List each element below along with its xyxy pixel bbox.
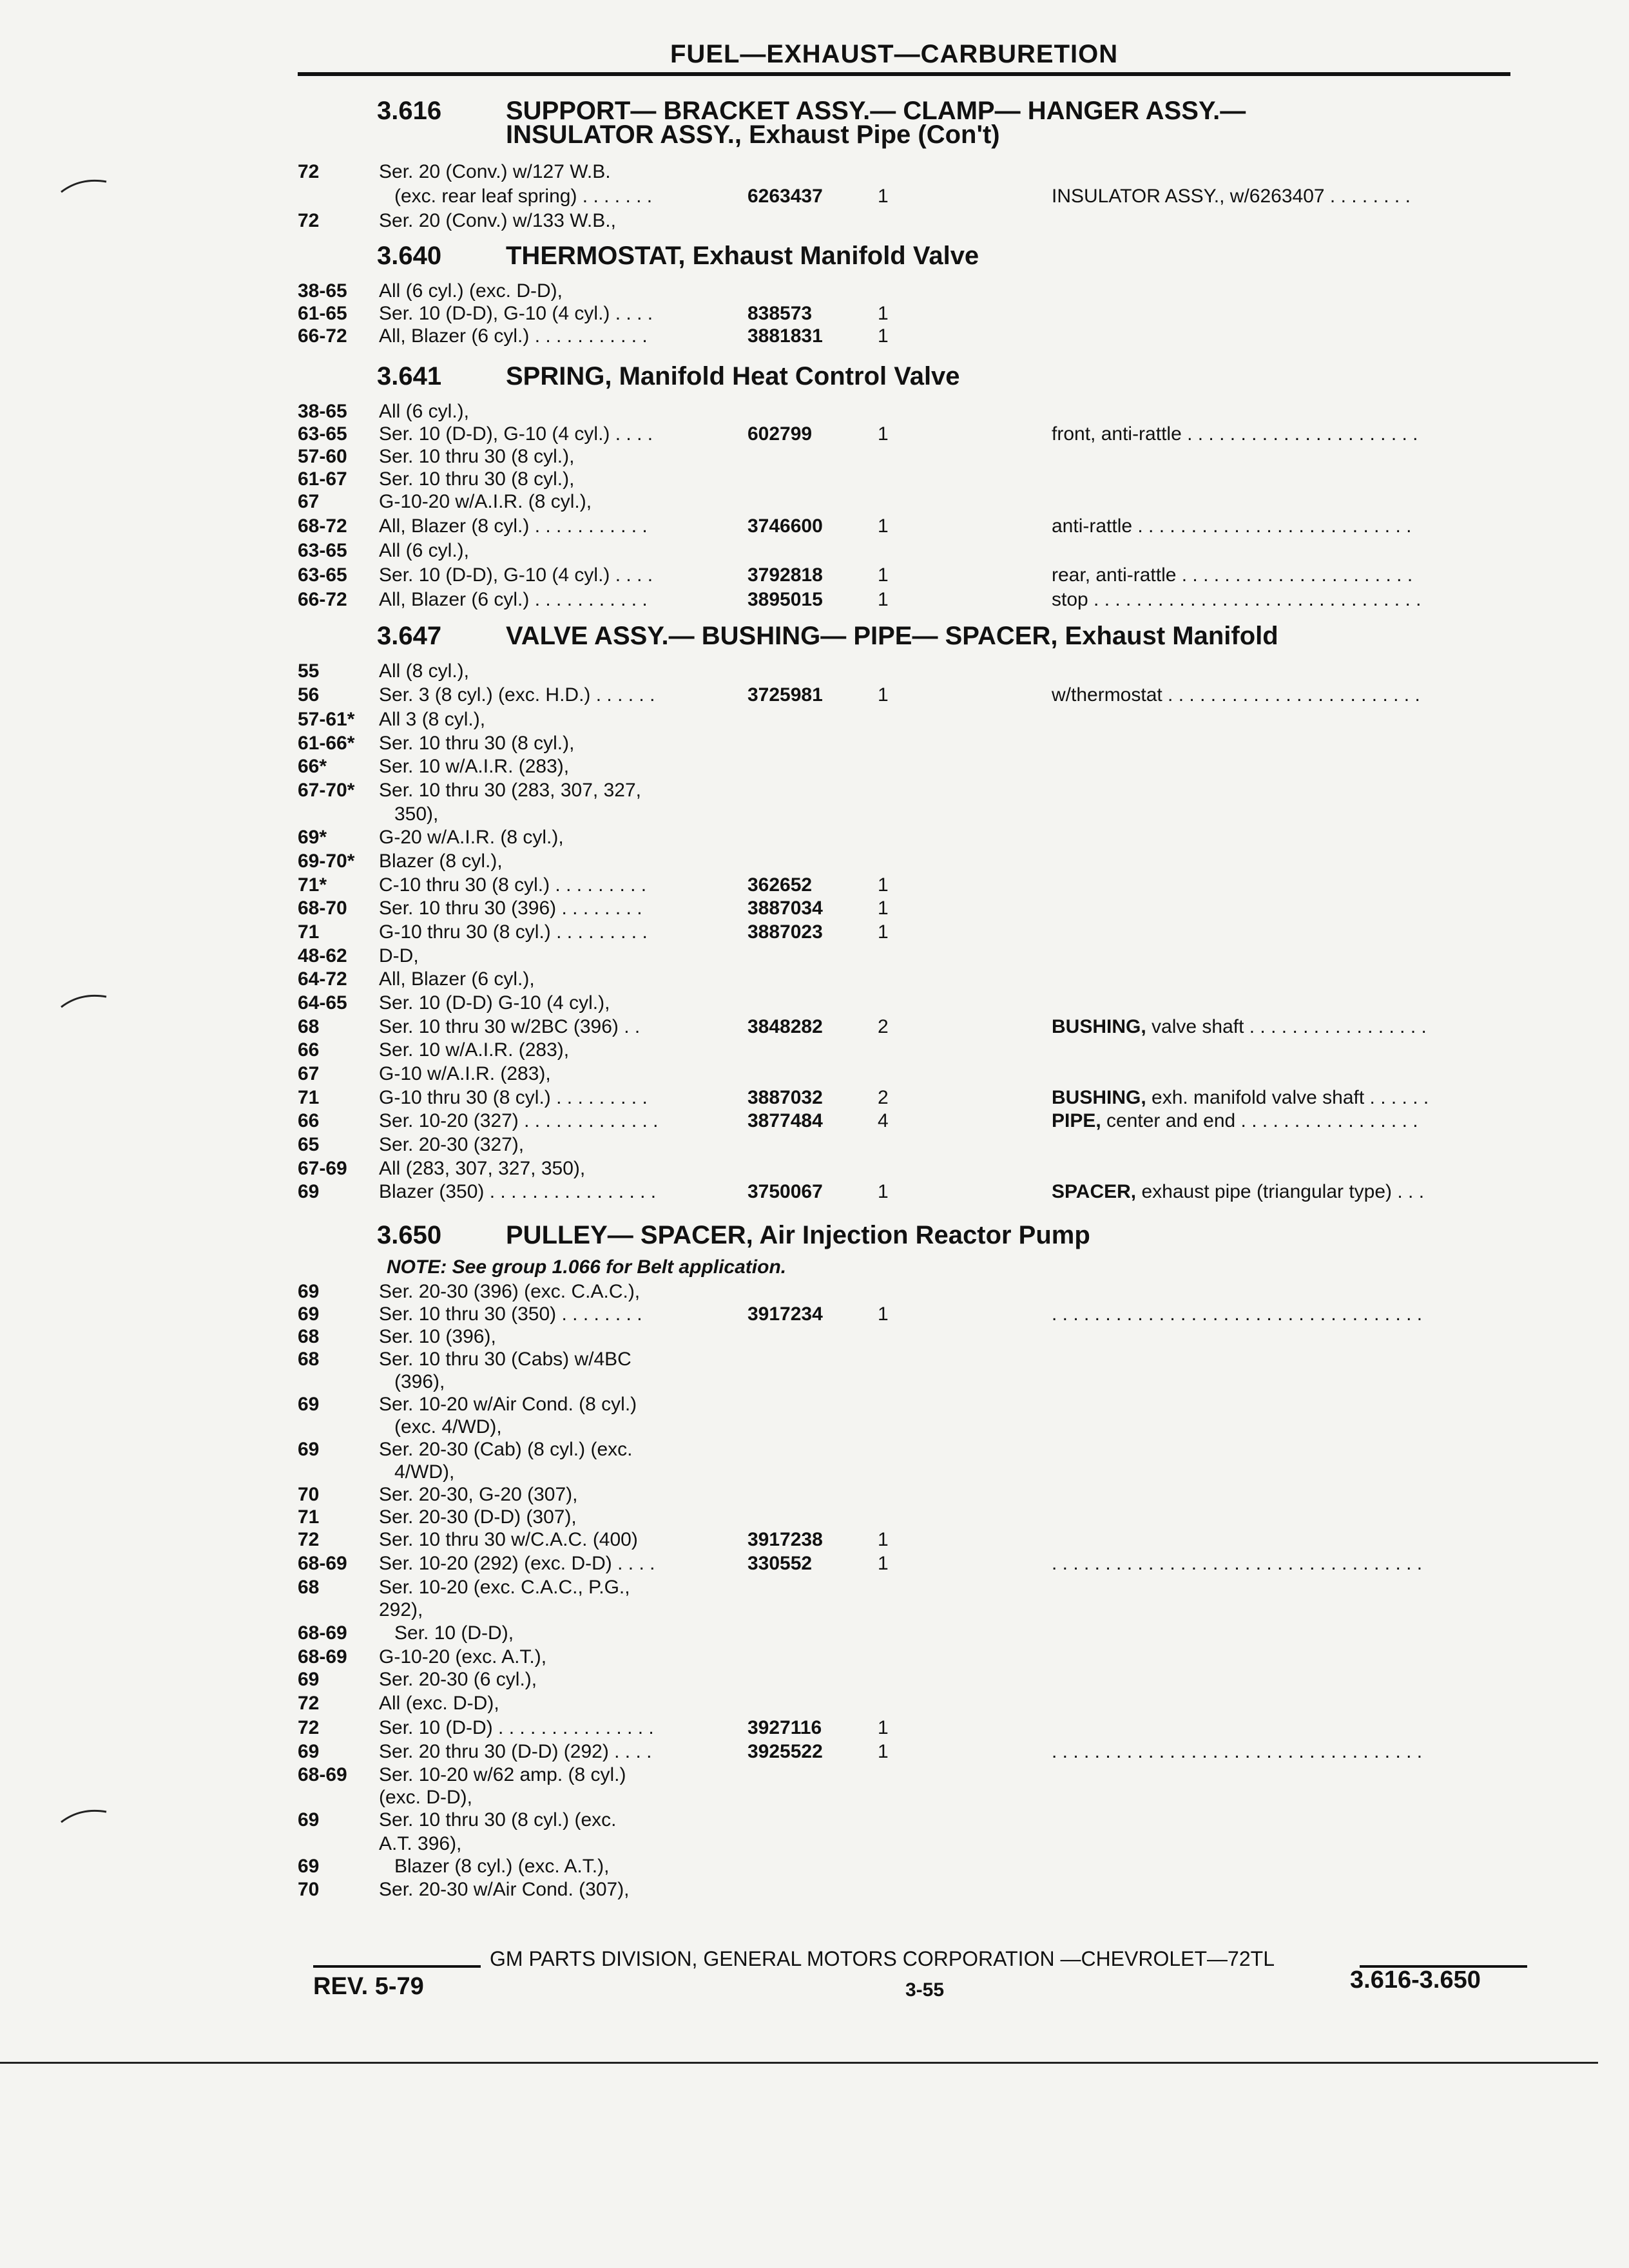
part-description — [1052, 186, 1411, 207]
description-text: valve shaft . . . . . . . . . . . . . . . . . — [1146, 1016, 1427, 1037]
application: Ser. 10 thru 30 (350) . . . . . . . . — [379, 1303, 642, 1325]
model-year: 66 — [298, 1039, 320, 1061]
model-year: 61-65 — [298, 303, 347, 324]
quantity: 2 — [878, 1087, 889, 1108]
application: Ser. 20 (Conv.) w/127 W.B. — [379, 161, 611, 182]
part-number: 6263437 — [747, 186, 823, 207]
model-year: 55 — [298, 660, 320, 682]
section-number: 3.640 — [377, 242, 442, 270]
quantity: 1 — [878, 515, 889, 537]
margin-mark — [58, 1804, 110, 1830]
part-number: 3917238 — [747, 1529, 823, 1550]
application: D-D, — [379, 945, 419, 966]
application: (396), — [394, 1371, 445, 1392]
footer-corporation: GM PARTS DIVISION, GENERAL MOTORS CORPORATION —CHEVROLET—72TL — [490, 1947, 1275, 1970]
application: Ser. 10 (D-D), G-10 (4 cyl.) . . . . — [379, 564, 653, 586]
application: All, Blazer (6 cyl.) . . . . . . . . . . . — [379, 589, 648, 610]
header-rule — [298, 72, 1510, 76]
quantity: 1 — [878, 589, 889, 610]
page-header-title: FUEL—EXHAUST—CARBURETION — [670, 40, 1119, 68]
page-number: 3-55 — [905, 1979, 945, 2001]
description-text: exhaust pipe (triangular type) . . . — [1136, 1181, 1425, 1202]
part-description — [1052, 1303, 1422, 1325]
model-year: 57-60 — [298, 446, 347, 467]
model-year: 71* — [298, 874, 327, 896]
model-year: 38-65 — [298, 401, 347, 422]
model-year: 69 — [298, 1741, 320, 1762]
application: Ser. 10 thru 30 (8 cyl.), — [379, 468, 575, 490]
model-year: 69 — [298, 1809, 320, 1831]
model-year: 38-65 — [298, 280, 347, 302]
section-title: SPRING, Manifold Heat Control Valve — [506, 362, 960, 390]
margin-mark — [58, 174, 110, 200]
model-year: 48-62 — [298, 945, 347, 966]
description-text: . . . . . . . . . . . . . . . . . . . . . . . . . . . . . . . . . . . — [1052, 1553, 1423, 1574]
part-description — [1052, 1110, 1418, 1132]
part-number: 3848282 — [747, 1016, 823, 1037]
application: All (8 cyl.), — [379, 660, 470, 682]
application: Ser. 20 thru 30 (D-D) (292) . . . . — [379, 1741, 652, 1762]
part-number: 3725981 — [747, 684, 823, 706]
model-year: 64-65 — [298, 992, 347, 1014]
application: Ser. 10 (D-D) . . . . . . . . . . . . . . . — [379, 1717, 654, 1738]
application: All 3 (8 cyl.), — [379, 709, 486, 730]
model-year: 68-69 — [298, 1553, 347, 1574]
application: Ser. 10 (D-D), G-10 (4 cyl.) . . . . — [379, 423, 653, 445]
section-3-616 — [377, 97, 1246, 149]
quantity: 1 — [878, 1741, 889, 1762]
application: Ser. 10 (D-D), — [394, 1622, 514, 1644]
part-number: 3887032 — [747, 1087, 823, 1108]
part-number: 838573 — [747, 303, 813, 324]
quantity: 1 — [878, 1529, 889, 1550]
model-year: 68-69 — [298, 1646, 347, 1667]
application: G-10 w/A.I.R. (283), — [379, 1063, 551, 1084]
model-year: 69* — [298, 827, 327, 848]
section-3-650 — [377, 1221, 1090, 1250]
model-year: 63-65 — [298, 423, 347, 445]
application: (exc. 4/WD), — [394, 1416, 502, 1437]
description-text: anti-rattle . . . . . . . . . . . . . . . . . . . . . . . . . . — [1052, 515, 1412, 537]
model-year: 57-61* — [298, 709, 355, 730]
quantity: 1 — [878, 303, 889, 324]
description-text: front, anti-rattle . . . . . . . . . . . . . . . . . . . . . . — [1052, 423, 1418, 445]
model-year: 69 — [298, 1439, 320, 1460]
model-year: 69 — [298, 1669, 320, 1690]
margin-mark — [58, 989, 110, 1015]
footer-rule-left — [313, 1965, 481, 1968]
model-year: 72 — [298, 1693, 320, 1714]
application: G-10 thru 30 (8 cyl.) . . . . . . . . . — [379, 921, 648, 943]
application: All (exc. D-D), — [379, 1693, 499, 1714]
part-number: 330552 — [747, 1553, 813, 1574]
model-year: 69 — [298, 1303, 320, 1325]
section-3-641 — [377, 362, 960, 391]
model-year: 63-65 — [298, 540, 347, 561]
application: Ser. 3 (8 cyl.) (exc. H.D.) . . . . . . — [379, 684, 655, 706]
application: Ser. 10 thru 30 (8 cyl.), — [379, 733, 575, 754]
model-year: 68 — [298, 1016, 320, 1037]
description-text: center and end . . . . . . . . . . . . . . . . . — [1101, 1110, 1418, 1131]
model-year: 61-66* — [298, 733, 355, 754]
application: Blazer (350) . . . . . . . . . . . . . . . . — [379, 1181, 657, 1202]
quantity: 1 — [878, 1181, 889, 1202]
application: 350), — [394, 803, 439, 825]
quantity: 1 — [878, 1717, 889, 1738]
application: G-10-20 w/A.I.R. (8 cyl.), — [379, 491, 592, 512]
section-number: 3.650 — [377, 1221, 442, 1249]
application: All (6 cyl.), — [379, 540, 470, 561]
part-number: 3877484 — [747, 1110, 823, 1131]
application: Ser. 10 thru 30 w/2BC (396) . . — [379, 1016, 641, 1037]
bottom-edge-rule — [0, 2062, 1598, 2064]
model-year: 72 — [298, 1529, 320, 1550]
model-year: 72 — [298, 161, 320, 182]
section-3-640 — [377, 242, 979, 271]
description-text: stop . . . . . . . . . . . . . . . . . . . . . . . . . . . . . . . — [1052, 589, 1422, 610]
description-text: exh. manifold valve shaft . . . . . . — [1146, 1087, 1429, 1108]
application: C-10 thru 30 (8 cyl.) . . . . . . . . . — [379, 874, 647, 896]
section-title: THERMOSTAT, Exhaust Manifold Valve — [506, 242, 979, 270]
part-name: SPACER, — [1052, 1181, 1137, 1202]
application: Ser. 20 (Conv.) w/133 W.B., — [379, 210, 616, 231]
application: Ser. 10 thru 30 (8 cyl.) (exc. — [379, 1809, 617, 1831]
part-description — [1052, 1741, 1422, 1763]
section-title: VALVE ASSY.— BUSHING— PIPE— SPACER, Exhaust Manifold — [506, 622, 1278, 650]
model-year: 66 — [298, 1110, 320, 1131]
application: (exc. D-D), — [379, 1787, 472, 1808]
section-number: 3.647 — [377, 622, 442, 650]
application: Ser. 10-20 (327) . . . . . . . . . . . . . — [379, 1110, 659, 1131]
application: Ser. 20-30 (396) (exc. C.A.C.), — [379, 1281, 641, 1302]
model-year: 56 — [298, 684, 320, 706]
section-title-cont: INSULATOR ASSY., Exhaust Pipe (Con't) — [506, 120, 1000, 149]
quantity: 1 — [878, 874, 889, 896]
model-year: 68 — [298, 1349, 320, 1370]
part-description — [1052, 589, 1421, 611]
application: G-10-20 (exc. A.T.), — [379, 1646, 547, 1667]
model-year: 61-67 — [298, 468, 347, 490]
quantity: 2 — [878, 1016, 889, 1037]
model-year: 70 — [298, 1879, 320, 1900]
quantity: 1 — [878, 423, 889, 445]
application: G-20 w/A.I.R. (8 cyl.), — [379, 827, 564, 848]
part-description — [1052, 1553, 1422, 1575]
application: Ser. 20-30 w/Air Cond. (307), — [379, 1879, 630, 1900]
model-year: 68-69 — [298, 1764, 347, 1785]
section-title: SUPPORT— BRACKET ASSY.— CLAMP— HANGER ASSY.— — [506, 97, 1246, 125]
quantity: 4 — [878, 1110, 889, 1131]
application: All, Blazer (6 cyl.), — [379, 968, 535, 990]
model-year: 64-72 — [298, 968, 347, 990]
part-number: 3895015 — [747, 589, 823, 610]
application: Ser. 10 (D-D) G-10 (4 cyl.), — [379, 992, 610, 1014]
quantity: 1 — [878, 1303, 889, 1325]
application: All (6 cyl.), — [379, 401, 470, 422]
part-description — [1052, 1016, 1427, 1038]
model-year: 72 — [298, 210, 320, 231]
application: Ser. 10 thru 30 (283, 307, 327, — [379, 780, 641, 801]
quantity: 1 — [878, 898, 889, 919]
model-year: 67-69 — [298, 1158, 347, 1179]
part-number: 3746600 — [747, 515, 823, 537]
application: Ser. 10-20 w/62 amp. (8 cyl.) — [379, 1764, 626, 1785]
application: Ser. 10 thru 30 (396) . . . . . . . . — [379, 898, 642, 919]
section-number: 3.616 — [377, 97, 442, 125]
quantity: 1 — [878, 564, 889, 586]
part-number: 362652 — [747, 874, 813, 896]
quantity: 1 — [878, 921, 889, 943]
application: Ser. 10 thru 30 w/C.A.C. (400) — [379, 1529, 638, 1550]
part-number: 3750067 — [747, 1181, 823, 1202]
model-year: 63-65 — [298, 564, 347, 586]
application: Blazer (8 cyl.) (exc. A.T.), — [394, 1856, 610, 1877]
part-number: 3887023 — [747, 921, 823, 943]
part-description — [1052, 515, 1411, 537]
model-year: 65 — [298, 1134, 320, 1155]
model-year: 68 — [298, 1577, 320, 1598]
part-name: PIPE, — [1052, 1110, 1101, 1131]
application: Ser. 10 (396), — [379, 1326, 496, 1347]
application: Ser. 20-30 (327), — [379, 1134, 525, 1155]
description-text: INSULATOR ASSY., w/6263407 . . . . . . . . — [1052, 186, 1411, 207]
quantity: 1 — [878, 684, 889, 706]
model-year: 66-72 — [298, 589, 347, 610]
model-year: 66* — [298, 756, 327, 777]
part-description — [1052, 1087, 1429, 1109]
application: Ser. 20-30, G-20 (307), — [379, 1484, 578, 1505]
part-name: BUSHING, — [1052, 1016, 1146, 1037]
model-year: 69-70* — [298, 850, 355, 872]
section-range: 3.616-3.650 — [1350, 1966, 1481, 1994]
application: All (283, 307, 327, 350), — [379, 1158, 586, 1179]
application: All, Blazer (6 cyl.) . . . . . . . . . . . — [379, 325, 648, 347]
model-year: 68-72 — [298, 515, 347, 537]
model-year: 67 — [298, 1063, 320, 1084]
description-text: w/thermostat . . . . . . . . . . . . . . . . . . . . . . . . — [1052, 684, 1420, 706]
model-year: 68 — [298, 1326, 320, 1347]
section-title: PULLEY— SPACER, Air Injection Reactor Pump — [506, 1221, 1090, 1249]
part-number: 602799 — [747, 423, 813, 445]
part-description — [1052, 684, 1420, 706]
application: Ser. 10-20 (292) (exc. D-D) . . . . — [379, 1553, 655, 1574]
application: Ser. 10-20 w/Air Cond. (8 cyl.) — [379, 1394, 637, 1415]
application: Blazer (8 cyl.), — [379, 850, 503, 872]
application: Ser. 20-30 (6 cyl.), — [379, 1669, 537, 1690]
model-year: 69 — [298, 1281, 320, 1302]
section-number: 3.641 — [377, 362, 442, 390]
application: Ser. 10 thru 30 (Cabs) w/4BC — [379, 1349, 631, 1370]
quantity: 1 — [878, 1553, 889, 1574]
model-year: 72 — [298, 1717, 320, 1738]
part-description — [1052, 564, 1412, 586]
application: Ser. 10 w/A.I.R. (283), — [379, 756, 570, 777]
application: A.T. 396), — [379, 1833, 462, 1854]
model-year: 69 — [298, 1181, 320, 1202]
application: Ser. 20-30 (Cab) (8 cyl.) (exc. — [379, 1439, 633, 1460]
revision-label: REV. 5-79 — [313, 1973, 424, 2000]
description-text: . . . . . . . . . . . . . . . . . . . . . . . . . . . . . . . . . . . — [1052, 1741, 1423, 1762]
part-name: BUSHING, — [1052, 1087, 1146, 1108]
model-year: 69 — [298, 1856, 320, 1877]
model-year: 69 — [298, 1394, 320, 1415]
application: 4/WD), — [394, 1461, 455, 1483]
belt-note: NOTE: See group 1.066 for Belt application. — [387, 1256, 787, 1278]
application: G-10 thru 30 (8 cyl.) . . . . . . . . . — [379, 1087, 648, 1108]
model-year: 71 — [298, 1087, 320, 1108]
part-number: 3881831 — [747, 325, 823, 347]
application: Ser. 10 (D-D), G-10 (4 cyl.) . . . . — [379, 303, 653, 324]
application: All, Blazer (8 cyl.) . . . . . . . . . . . — [379, 515, 648, 537]
model-year: 71 — [298, 921, 320, 943]
section-3-647 — [377, 622, 1278, 651]
application: (exc. rear leaf spring) . . . . . . . — [394, 186, 653, 207]
description-text: . . . . . . . . . . . . . . . . . . . . . . . . . . . . . . . . . . . — [1052, 1303, 1423, 1325]
model-year: 67-70* — [298, 780, 355, 801]
application: All (6 cyl.) (exc. D-D), — [379, 280, 563, 302]
part-number: 3792818 — [747, 564, 823, 586]
part-number: 3917234 — [747, 1303, 823, 1325]
model-year: 66-72 — [298, 325, 347, 347]
part-description — [1052, 423, 1418, 445]
part-number: 3887034 — [747, 898, 823, 919]
application: 292), — [379, 1599, 423, 1620]
part-number: 3925522 — [747, 1741, 823, 1762]
model-year: 68-69 — [298, 1622, 347, 1644]
part-description — [1052, 1181, 1424, 1203]
model-year: 67 — [298, 491, 320, 512]
application: Ser. 20-30 (D-D) (307), — [379, 1506, 577, 1528]
part-number: 3927116 — [747, 1717, 822, 1738]
application: Ser. 10-20 (exc. C.A.C., P.G., — [379, 1577, 630, 1598]
model-year: 68-70 — [298, 898, 347, 919]
application: Ser. 10 w/A.I.R. (283), — [379, 1039, 570, 1061]
model-year: 70 — [298, 1484, 320, 1505]
description-text: rear, anti-rattle . . . . . . . . . . . . . . . . . . . . . . — [1052, 564, 1413, 586]
quantity: 1 — [878, 186, 889, 207]
quantity: 1 — [878, 325, 889, 347]
model-year: 71 — [298, 1506, 320, 1528]
application: Ser. 10 thru 30 (8 cyl.), — [379, 446, 575, 467]
